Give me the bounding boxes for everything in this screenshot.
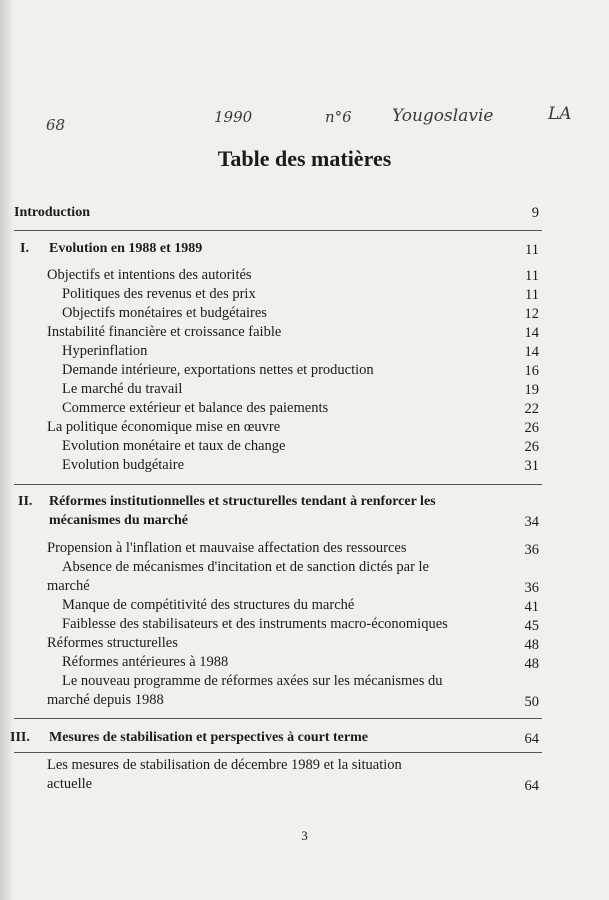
toc-entry: Réformes structurelles [47, 635, 178, 651]
section-divider [14, 718, 542, 719]
toc-entry: Le nouveau programme de réformes axées sur les mécanismes du [62, 673, 443, 689]
toc-entry-cont: marché [47, 578, 90, 594]
section-2-title-line1: Réformes institutionnelles et structurelles tendant à renforcer les [49, 494, 436, 509]
toc-entry-page: 16 [524, 363, 539, 379]
handwritten-initials: LA [548, 104, 572, 124]
toc-entry: Objectifs monétaires et budgétaires [62, 305, 267, 321]
toc-entry-page: 50 [524, 694, 539, 710]
toc-entry: Instabilité financière et croissance faible [47, 324, 282, 340]
toc-entry-page: 31 [524, 458, 539, 474]
toc-entry-page: 11 [525, 268, 539, 284]
handwritten-country: Yougoslavie [392, 106, 494, 126]
toc-entry: Le marché du travail [62, 381, 183, 397]
toc-entry-page: 41 [524, 599, 539, 615]
page-number-footer: 3 [301, 828, 308, 843]
section-2-numeral: II. [18, 494, 33, 509]
section-divider [14, 484, 542, 485]
section-divider [14, 230, 542, 231]
toc-intro-label: Introduction [14, 205, 90, 220]
section-divider [14, 752, 542, 753]
toc-entry: La politique économique mise en œuvre [47, 419, 281, 435]
toc-entry-page: 14 [524, 325, 539, 341]
toc-entry: Demande intérieure, exportations nettes et production [62, 362, 374, 378]
toc-entry-page: 26 [524, 420, 539, 436]
toc-entry: Propension à l'inflation et mauvaise affectation des ressources [47, 540, 407, 556]
toc-entry: Evolution budgétaire [62, 457, 185, 473]
section-3-title: Mesures de stabilisation et perspectives à court terme [49, 730, 368, 745]
toc-entry: Hyperinflation [62, 343, 148, 359]
toc-entry-page: 64 [524, 778, 539, 794]
toc-entry: Faiblesse des stabilisateurs et des instruments macro-économiques [62, 616, 448, 632]
section-1-page: 11 [525, 242, 539, 258]
toc-entry-page: 14 [524, 344, 539, 360]
toc-entry: Manque de compétitivité des structures du marché [62, 597, 355, 613]
section-1-title: Evolution en 1988 et 1989 [49, 241, 203, 256]
toc-entry-page: 26 [524, 439, 539, 455]
toc-intro-page: 9 [531, 205, 539, 221]
toc-entry: Réformes antérieures à 1988 [62, 654, 229, 670]
toc-entry: Politiques des revenus et des prix [62, 286, 256, 302]
toc-entry: Evolution monétaire et taux de change [62, 438, 286, 454]
toc-entry-page: 48 [524, 656, 539, 672]
toc-entry-page: 45 [524, 618, 539, 634]
section-3-numeral: III. [10, 730, 30, 745]
toc-entry-cont: actuelle [47, 776, 93, 792]
toc-entry-page: 36 [524, 542, 539, 558]
toc-entry-page: 12 [524, 306, 539, 322]
toc-entry-page: 36 [524, 580, 539, 596]
toc-entry: Objectifs et intentions des autorités [47, 267, 252, 283]
page-edge-shadow [0, 0, 14, 900]
toc-entry-cont: marché depuis 1988 [47, 692, 164, 708]
page-title: Table des matières [217, 146, 392, 171]
handwritten-ref-number: 68 [46, 116, 66, 134]
handwritten-year: 1990 [214, 108, 253, 126]
toc-entry: Absence de mécanismes d'incitation et de sanction dictés par le [62, 559, 429, 575]
toc-entry-page: 48 [524, 637, 539, 653]
section-3-page: 64 [524, 731, 539, 747]
toc-entry: Commerce extérieur et balance des paiements [62, 400, 329, 416]
toc-entry-page: 22 [524, 401, 539, 417]
handwritten-issue: n°6 [325, 108, 352, 126]
section-2-page: 34 [524, 514, 539, 530]
toc-entry-page: 11 [525, 287, 539, 303]
toc-entry-page: 19 [524, 382, 539, 398]
section-2-title-line2: mécanismes du marché [49, 513, 188, 528]
section-1-numeral: I. [20, 241, 29, 256]
toc-entry: Les mesures de stabilisation de décembre 1989 et la situation [47, 757, 402, 773]
